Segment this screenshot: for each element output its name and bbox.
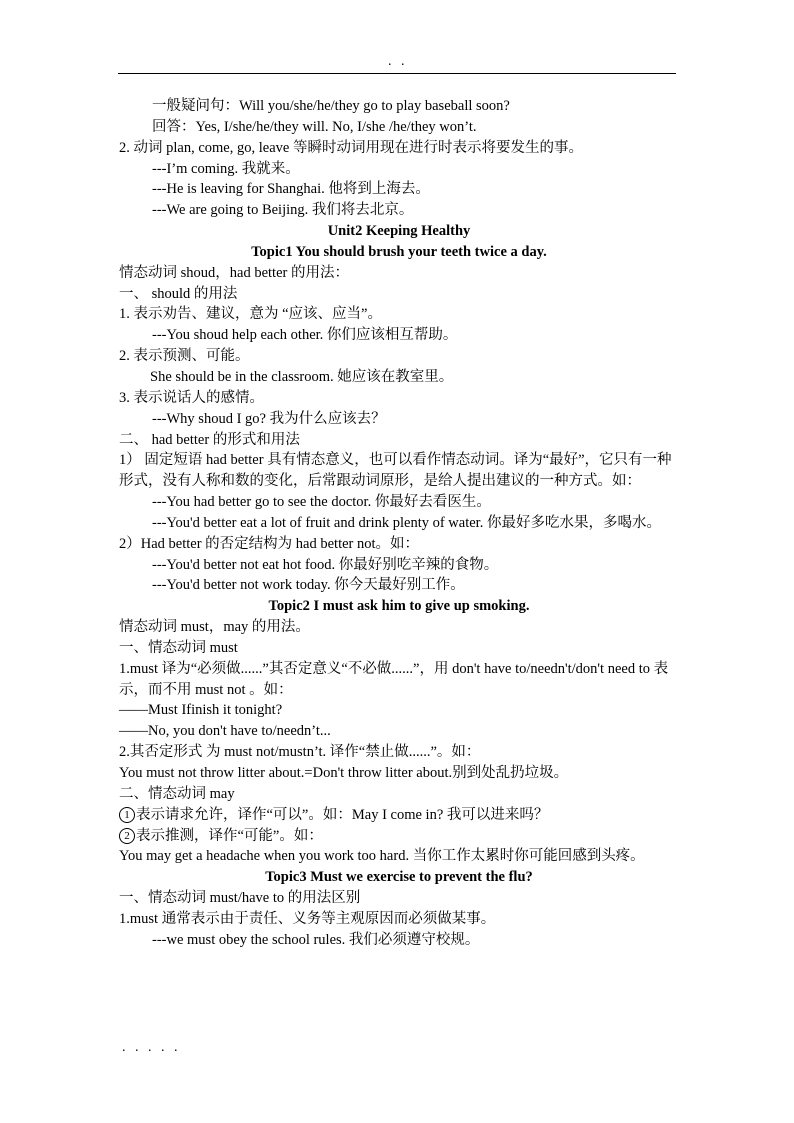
line-text: 一、情态动词 must bbox=[119, 639, 238, 656]
line-text: 2. 表示预测、可能。 bbox=[119, 348, 250, 365]
text-line bbox=[119, 846, 679, 867]
text-line bbox=[119, 367, 679, 388]
text-line bbox=[119, 513, 679, 534]
line-text: 2）Had better 的否定结构为 had better not。如： bbox=[119, 535, 420, 552]
line-text: ---You'd better eat a lot of fruit and drink plenty of water. 你最好多吃水果，多喝水。 bbox=[152, 514, 661, 531]
line-text: 表示请求允许，译作“可以”。如：May I come in? 我可以进来吗？ bbox=[136, 806, 549, 823]
text-line bbox=[119, 304, 679, 325]
section-heading bbox=[119, 596, 679, 617]
text-line bbox=[119, 826, 679, 847]
line-text: Topic2 I must ask him to give up smoking. bbox=[268, 598, 530, 615]
line-text: ---You shoud help each other. 你们应该相互帮助。 bbox=[152, 327, 458, 344]
line-text: ---You'd better not work today. 你今天最好别工作。 bbox=[152, 577, 465, 594]
line-text: 一、情态动词 must/have to 的用法区别 bbox=[119, 890, 361, 907]
line-text: You must not throw litter about.=Don't throw litter about.别到处乱扔垃圾。 bbox=[119, 765, 569, 781]
line-text: ---You'd better not eat hot food. 你最好别吃辛辣的食物。 bbox=[152, 556, 499, 573]
text-line bbox=[119, 284, 679, 305]
line-text: 1.must 译为“必须做......”其否定意义“不必做......”，用 don't have to/needn't/don't need to 表示，而不用 must not 。如： bbox=[119, 660, 669, 698]
text-line bbox=[119, 179, 679, 200]
text-line bbox=[119, 742, 679, 763]
text-line bbox=[119, 346, 679, 367]
text-line bbox=[119, 492, 679, 513]
line-text: 2. 动词 plan, come, go, leave 等瞬时动词用现在进行时表示将要发生的事。 bbox=[119, 139, 583, 156]
text-line bbox=[119, 930, 679, 951]
line-text: 1. 表示劝告、建议，意为 “应该、应当”。 bbox=[119, 306, 382, 323]
text-line bbox=[119, 721, 679, 742]
line-text: 回答：Yes, I/she/he/they will. No, I/she /he/they won’t. bbox=[152, 118, 477, 135]
line-text: Topic3 Must we exercise to prevent the flu? bbox=[265, 869, 533, 886]
line-text: ---I’m coming. 我就来。 bbox=[152, 160, 300, 177]
text-line bbox=[119, 430, 679, 451]
line-text: ——Must Ifinish it tonight? bbox=[119, 702, 283, 719]
line-text: 一般疑问句：Will you/she/he/they go to play baseball soon? bbox=[152, 98, 510, 114]
text-line bbox=[119, 388, 679, 409]
line-text: She should be in the classroom. 她应该在教室里。 bbox=[150, 368, 454, 385]
line-text: 2.其否定形式 为 must not/mustn’t. 译作“禁止做......”。如： bbox=[119, 744, 481, 761]
line-text: 1） 固定短语 had better 具有情态意义，也可以看作情态动词。译为“最好”，它只有一种形式，没有人称和数的变化，后常跟动词原形，是给人提出建议的一种方式。如： bbox=[119, 452, 672, 490]
line-text: 一、 should 的用法 bbox=[119, 285, 238, 302]
header-dots: . . bbox=[388, 54, 408, 69]
text-line bbox=[119, 700, 679, 721]
line-text: Unit2 Keeping Healthy bbox=[327, 223, 471, 240]
text-line bbox=[119, 909, 679, 930]
line-text: ---we must obey the school rules. 我们必须遵守校规。 bbox=[152, 931, 480, 948]
text-line bbox=[119, 659, 679, 701]
line-text: 1.must 通常表示由于责任、义务等主观原因而必须做某事。 bbox=[119, 910, 496, 927]
line-text: ---He is leaving for Shanghai. 他将到上海去。 bbox=[152, 181, 430, 198]
text-line bbox=[119, 96, 679, 117]
text-line bbox=[119, 200, 679, 221]
section-heading bbox=[119, 867, 679, 888]
text-line bbox=[119, 784, 679, 805]
line-text: ---You had better go to see the doctor. 你最好去看医生。 bbox=[152, 494, 491, 511]
text-line bbox=[119, 888, 679, 909]
text-line bbox=[119, 159, 679, 180]
line-text: 情态动词 shoud，had better 的用法： bbox=[119, 264, 349, 281]
text-line bbox=[119, 805, 679, 826]
document-body bbox=[119, 96, 679, 951]
text-line bbox=[119, 638, 679, 659]
text-line bbox=[119, 555, 679, 576]
line-text: ---We are going to Beijing. 我们将去北京。 bbox=[152, 202, 414, 219]
text-line bbox=[119, 325, 679, 346]
line-text: ---Why shoud I go? 我为什么应该去？ bbox=[152, 410, 386, 427]
section-heading bbox=[119, 221, 679, 242]
line-text: 表示推测，译作“可能”。如： bbox=[136, 827, 323, 844]
footer-dots: . . . . . bbox=[122, 1040, 181, 1055]
text-line bbox=[119, 263, 679, 284]
line-text: 情态动词 must，may 的用法。 bbox=[119, 619, 310, 636]
text-line bbox=[119, 138, 679, 159]
section-heading bbox=[119, 242, 679, 263]
line-text: Topic1 You should brush your teeth twice a day. bbox=[251, 243, 547, 260]
line-text: You may get a headache when you work too hard. 当你工作太累时你可能回感到头疼。 bbox=[119, 848, 645, 865]
line-text: 二、 had better 的形式和用法 bbox=[119, 431, 300, 448]
line-text: 3. 表示说话人的感情。 bbox=[119, 389, 264, 406]
text-line bbox=[119, 763, 679, 784]
circled-number-icon: 1 bbox=[119, 807, 135, 823]
line-text: ——No, you don't have to/needn’t... bbox=[119, 723, 331, 740]
line-text: 二、情态动词 may bbox=[119, 785, 235, 802]
header-rule bbox=[118, 73, 676, 74]
text-line bbox=[119, 617, 679, 638]
text-line bbox=[119, 409, 679, 430]
text-line bbox=[119, 117, 679, 138]
text-line bbox=[119, 575, 679, 596]
text-line bbox=[119, 534, 679, 555]
text-line bbox=[119, 450, 679, 492]
circled-number-icon: 2 bbox=[119, 828, 135, 844]
